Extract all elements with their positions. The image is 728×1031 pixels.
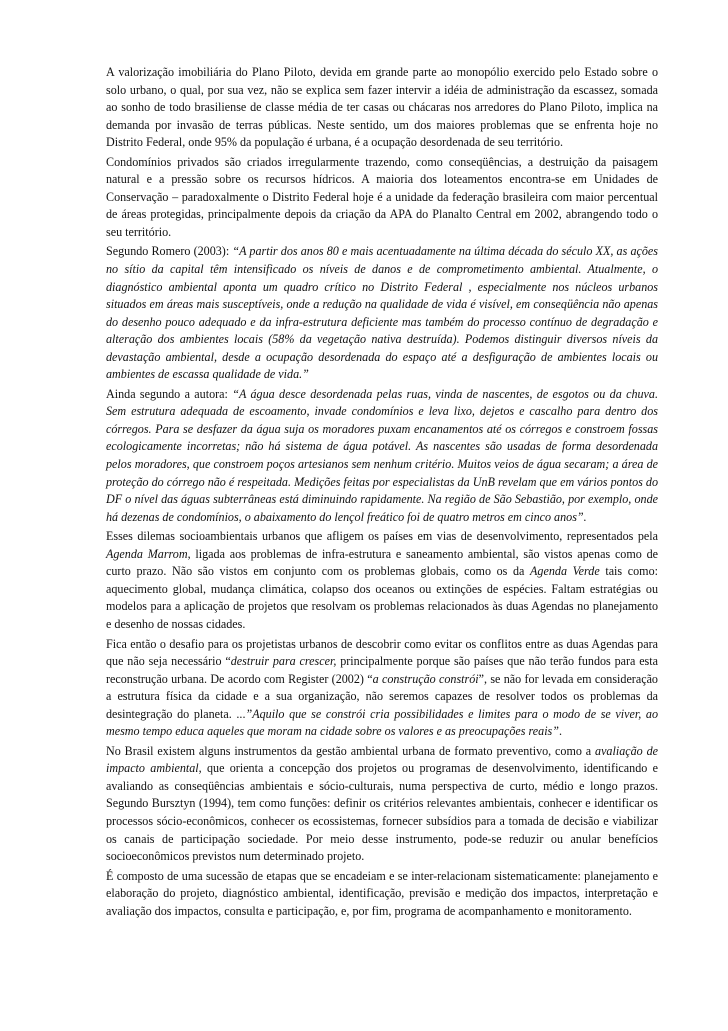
text-run: Esses dilemas socioambientais urbanos que afligem os países em vias de desenvolvimento, representados pela <box>106 529 658 544</box>
italic-text-run: Agenda Marrom <box>106 546 188 561</box>
paragraph <box>106 528 658 633</box>
italic-text-run: ”Aquilo que se constrói cria possibilidades e limites para o modo de se viver, ao mesmo tempo educa aqueles que moram na cidade sobre os valores e as preocupações reais” <box>106 706 658 739</box>
text-run: que orienta a concepção dos projetos ou programas de desenvolvimento, identificando e avaliando as conseqüências ambientais e sócio-culturais, numa perspectiva de curto, médio e longo prazos. Segundo Bursztyn (1994), tem como funções: definir os critérios relevantes ambientais, conhecer e identificar os processos sócio-econômicos, conhecer os ecossistemas, fornecer subsídios para a tomada de decisão e viabilizar os canais de participação sociedade. Por meio desse instrumento, pode-se reduzir ou anular benefícios socioeconômicos previstos num determinado projeto. <box>106 761 658 864</box>
document-page <box>106 64 658 922</box>
text-run: Condomínios privados são criados irregularmente trazendo, como conseqüências, a destruição da paisagem natural e a pressão sobre os recursos hídricos. A maioria dos loteamentos encontra-se em Unidades de Conservação – paradoxalmente o Distrito Federal hoje é a unidade da federação brasileira com maior percentual de áreas protegidas, principalmente depois da criação da APA do Planalto Central em 2002, abrangendo todo o seu território. <box>106 154 658 239</box>
paragraph <box>106 636 658 741</box>
italic-text-run: Agenda Verde <box>530 564 600 579</box>
text-run: ”, se não for levada em consideração a estrutura física da cidade e a sua organização, não seremos capazes de resolver todos os problemas da desintegração do planeta. ... <box>106 671 658 721</box>
paragraph <box>106 868 658 921</box>
italic-text-run: a construção constrói <box>372 671 479 686</box>
text-run: tais como: aquecimento global, mudança climática, colapso dos oceanos ou extinções de espécies. Faltam estratégias ou modelos para a aplicação de projetos que resolvam os problemas relacionados às duas Agendas no planejamento e desenho de nossas cidades. <box>106 564 658 631</box>
paragraph <box>106 64 658 152</box>
text-run: . <box>558 724 563 739</box>
text-run: principalmente porque são países que não terão fundos para esta reconstrução urbana. De acordo com Register (2002) “ <box>106 654 658 686</box>
italic-text-run: avaliação de impacto ambiental, <box>106 743 658 776</box>
italic-text-run: “A água desce desordenada pelas ruas, vinda de nascentes, de esgotos ou da chuva. Sem estrutura adequada de escoamento, invade condomínios e leva lixo, dejetos e cascalho para dentro dos córregos. Para se desfazer da água suja os moradores puxam encanamentos até os córregos e constroem fossas ecologicamente incorretas; não há sistema de água potável. As nascentes são usadas de forma desordenada pelos moradores, que constroem poços artesianos sem nenhum critério. Muitos veios de água secaram; a área de proteção do córrego não é respeitada. Medições feitas por especialistas da UnB revelam que em vários pontos do DF o nível das águas subterrâneas está diminuindo rapidamente. Na região de São Sebastião, por exemplo, onde há dezenas de condomínios, o abaixamento do lençol freático foi de quatro metros em cinco anos”. <box>106 386 658 524</box>
text-run: Ainda segundo a autora: <box>106 386 233 401</box>
paragraph <box>106 243 658 383</box>
italic-text-run: destruir para crescer, <box>230 654 337 669</box>
paragraph <box>106 386 658 526</box>
italic-text-run: “A partir dos anos 80 e mais acentuadamente na última década do século XX, as ações no sítio da capital têm intensificado os níveis de danos e de comprometimento ambiental. Atualmente, o diagnóstico ambiental aponta um quadro crítico no Distrito Federal , especialmente nos núcleos urbanos situados em áreas mais susceptíveis, onde a redução na qualidade de vida é visível, em conseqüência não apenas do desenho pouco adequado e da infra-estrutura deficiente mas também do processo contínuo de degradação e alteração dos ambientes locais (58% da vegetação nativa destruída). Podemos distinguir diversos níveis da devastação ambiental, desde a ocupação desordenada do espaço até a desfiguração de ambientes locais ou ambientes de escassa qualidade de vida.” <box>106 244 658 382</box>
text-run: Segundo Romero (2003): <box>106 244 233 259</box>
paragraph <box>106 154 658 242</box>
text-run: É composto de uma sucessão de etapas que se encadeiam e se inter-relacionam sistematicamente: planejamento e elaboração do projeto, diagnóstico ambiental, identificação, previsão e medição dos impactos, interpretação e avaliação dos impactos, consulta e participação, e, por fim, programa de acompanhamento e monitoramento. <box>106 868 658 918</box>
paragraph <box>106 743 658 866</box>
text-run: , ligada aos problemas de infra-estrutura e saneamento ambiental, são vistos apenas como de curto prazo. Não são vistos em conjunto com os problemas globais, como os da <box>106 546 658 579</box>
text-run: Fica então o desafio para os projetistas urbanos de descobrir como evitar os conflitos entre as duas Agendas para que não seja necessário “ <box>106 636 658 669</box>
text-run: A valorização imobiliária do Plano Piloto, devida em grande parte ao monopólio exercido pelo Estado sobre o solo urbano, o qual, por sua vez, não se explica sem fazer intervir a idéia de administração da escassez, somada ao sonho de todo brasiliense de classe média de ter casas ou chácaras nos arredores do Plano Piloto, implica na demanda por invasão de terras públicas. Neste sentido, um dos maiores problemas que se enfrenta hoje no Distrito Federal, onde 95% da população é urbana, é a ocupação desordenada de seu território. <box>106 65 658 150</box>
text-run: No Brasil existem alguns instrumentos da gestão ambiental urbana de formato preventivo, como a <box>106 743 596 758</box>
